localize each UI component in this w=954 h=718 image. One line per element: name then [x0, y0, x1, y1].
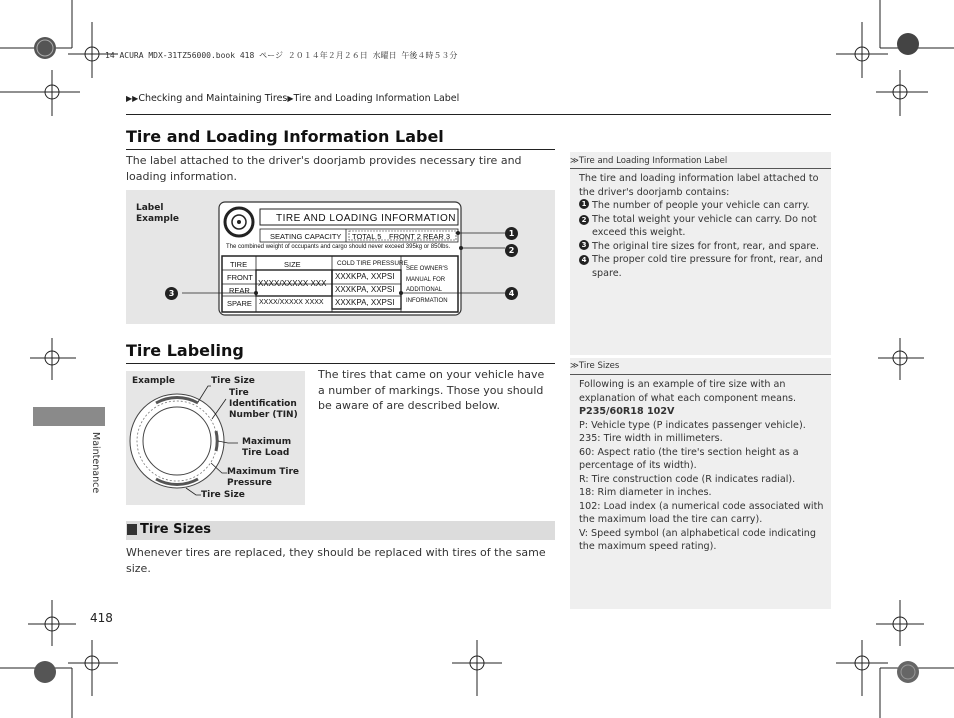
page-number: 418 — [90, 611, 113, 625]
arrow-icon: ≫ — [570, 361, 579, 371]
combined-weight-text: The combined weight of occupants and cargo should never exceed 395kg or 850lbs. — [226, 244, 451, 250]
section-title-tire-labeling: Tire Labeling — [126, 341, 244, 360]
breadcrumb — [126, 93, 459, 104]
size-main: XXXX/XXXXX XXX — [258, 279, 327, 288]
row-front: FRONT — [227, 273, 253, 282]
label-title: TIRE AND LOADING INFORMATION — [276, 213, 456, 224]
section-body: The tires that came on your vehicle have a number of markings. Those you should be aware of are described below. — [318, 368, 545, 412]
pressure-spare: XXXKPA, XXPSI — [335, 298, 395, 307]
seating-total: TOTAL 5 — [352, 232, 382, 241]
breadcrumb-item[interactable]: Checking and Maintaining Tires — [138, 93, 288, 104]
label-max-load: Maximum Tire Load — [242, 437, 292, 458]
section-rule — [126, 363, 555, 364]
breadcrumb-arrow-icon: ▶ — [287, 94, 294, 103]
col-pressure: COLD TIRE PRESSURE — [337, 260, 408, 267]
sidebar-rule — [570, 374, 831, 375]
col-tire: TIRE — [230, 260, 248, 269]
row-spare: SPARE — [227, 299, 252, 308]
sidebar-box1-content: The tire and loading information label attached to the driver's doorjamb contains: 1 The number of people your vehicle can carry. 2 The total weight your vehicle can carry. Do not exceed this weight. 3 The original tire sizes for front, rear, and spare. 4 The proper cold tire pressure for front, rear, and spare. — [579, 173, 823, 279]
sidebar-rule — [570, 168, 831, 169]
row-rear: REAR — [229, 286, 250, 295]
section-tab-marker — [33, 407, 105, 426]
seating-front: FRONT 2 — [389, 232, 421, 241]
breadcrumb-item[interactable]: Tire and Loading Information Label — [293, 93, 460, 104]
header-rule — [126, 114, 831, 115]
sidebar-heading: ≫Tire Sizes — [570, 361, 620, 371]
tire-icon — [225, 208, 253, 236]
callout-2: 2 — [505, 244, 518, 257]
label-tire-size-bottom: Tire Size — [201, 490, 245, 500]
label-tin: Tire Identification Number (TIN) — [229, 388, 298, 420]
section-body: The label attached to the driver's doorjamb provides necessary tire and loading information. — [126, 154, 522, 183]
size-spare: XXXX/XXXXX XXXX — [259, 299, 324, 306]
circled-number-icon: 2 — [579, 215, 589, 225]
circled-number-icon: 4 — [579, 255, 589, 265]
section-rule — [126, 149, 555, 150]
figure-caption: Example — [132, 376, 176, 386]
section-title-label: Tire and Loading Information Label — [126, 127, 444, 146]
subsection-body: Whenever tires are replaced, they should be replaced with tires of the same size. — [126, 546, 546, 575]
sidebar-heading: ≫Tire and Loading Information Label — [570, 156, 728, 166]
circled-number-icon: 1 — [579, 199, 589, 209]
circled-number-icon: 3 — [579, 240, 589, 250]
arrow-icon: ≫ — [570, 156, 579, 166]
sidebar-gap — [570, 355, 831, 358]
pressure-rear: XXXKPA, XXPSI — [335, 285, 395, 294]
col-size: SIZE — [284, 260, 301, 269]
subsection-title: Tire Sizes — [140, 522, 212, 537]
seating-capacity-text: SEATING CAPACITY — [270, 232, 342, 241]
figure-caption: Label Example — [136, 203, 180, 224]
sidebar-box2-content: Following is an example of tire size with an explanation of what each component means. P235/60R18 102V P: Vehicle type (P indicates passenger vehicle). 235: Tire width in millimeters. 60: Aspect ratio (the tire's section height as a percentage of its width). R: Tire construction code (R indicates radial). 18: Rim diameter in inches. 102: Load index (a numerical code associated with the maximum load the tire can carry). V: Speed symbol (an alphabetical code indicating the maximum speed rating). — [579, 379, 824, 552]
callout-4: 4 — [505, 287, 518, 300]
callout-3: 3 — [165, 287, 178, 300]
seating-rear: REAR 3 — [423, 232, 451, 241]
callout-1: 1 — [505, 227, 518, 240]
label-max-pressure: Maximum Tire Pressure — [227, 467, 299, 488]
section-tab-label: Maintenance — [90, 432, 101, 494]
square-bullet-icon — [127, 524, 137, 535]
file-info: 14 ACURA MDX-31TZ56000.book 418 ページ ２０１４年２月２６日 水曜日 午後４時５３分 — [105, 51, 458, 60]
see-manual-text: SEE OWNER'S MANUAL FOR ADDITIONAL INFORMATION — [406, 266, 448, 304]
label-tire-size-top: Tire Size — [211, 376, 255, 386]
pressure-front: XXXKPA, XXPSI — [335, 272, 395, 281]
breadcrumb-arrow-icon: ▶▶ — [126, 94, 139, 103]
